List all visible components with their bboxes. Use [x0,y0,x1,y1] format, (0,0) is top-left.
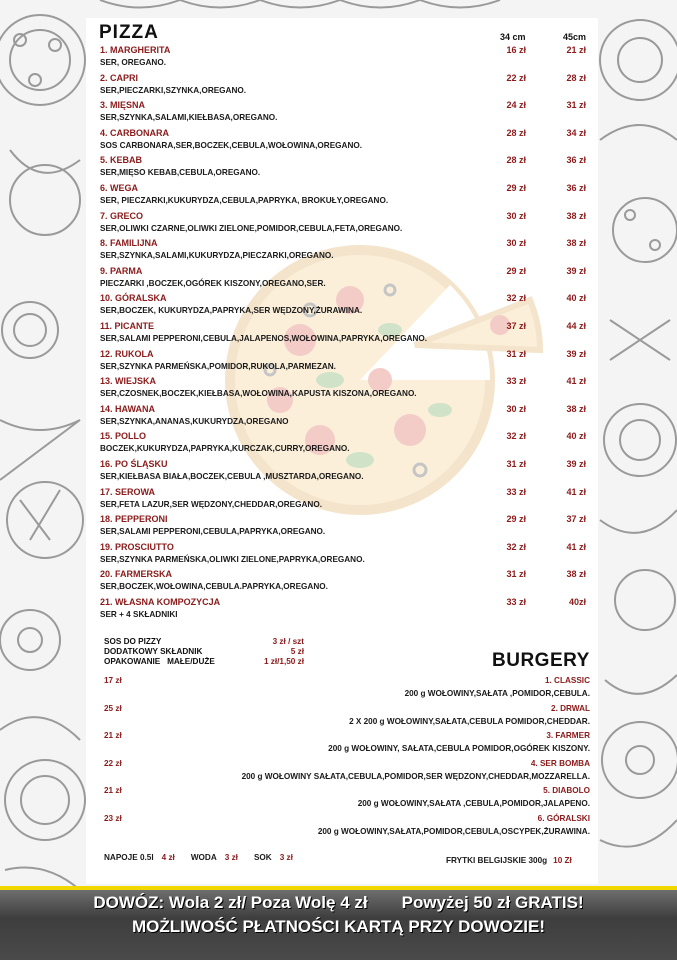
pizza-ingredients: SER,SALAMI PEPPERONI,CEBULA,JALAPENOS,WOŁOWINA,PAPRYKA,OREGANO. [100,333,428,343]
pizza-price-45: 39 zł [566,458,586,469]
pizza-price-45: 40zł [568,596,586,607]
burger-description: 200 g WOŁOWINY,SAŁATA ,CEBULA,POMIDOR,JALAPENO. [357,799,590,808]
pizza-ingredients: BOCZEK,KUKURYDZA,PAPRYKA,KURCZAK,CURRY,OREGANO. [100,444,350,454]
pizza-ingredients: SER, OREGANO. [100,58,166,67]
pizza-item [100,569,590,597]
pizza-price-45: 41 zł [566,376,586,387]
pizza-item [100,155,590,183]
extra-label: DODATKOWY SKŁADNIK [104,647,203,656]
pizza-ingredients: SER,SZYNKA PARMEŃSKA,POMIDOR,RUKOLA,PARMEZAN. [100,361,336,371]
pizza-item [100,45,590,73]
pizza-price-34: 28 zł [506,155,526,166]
pizza-name: 9. PARMA [100,265,143,276]
pizza-item [100,349,590,377]
pizza-name: 14. HAWANA [100,403,156,414]
burger-price: 23 zł [104,813,122,823]
burger-name: 2. DRWAL [551,703,590,713]
pizza-name: 6. WEGA [100,182,139,193]
pizza-item [100,73,590,101]
pizza-name: 15. POLLO [100,431,147,442]
extra-label: OPAKOWANIE MAŁE/DUŻE [104,657,215,666]
sok-label: SOK [253,853,272,862]
pizza-ingredients: SER,SZYNKA,SALAMI,KUKURYDZA,PIECZARKI,OREGANO. [100,251,334,261]
burger-price: 17 zł [104,676,122,685]
extra-price: 3 zł / szt [272,637,304,646]
pizza-name: 21. WŁASNA KOMPOZYCJA [100,596,221,607]
fries-price: 10 Zł [553,856,572,865]
burger-description: 200 g WOŁOWINY SAŁATA,CEBULA,POMIDOR,SER WĘDZONY,CHEDDAR,MOZZARELLA. [241,771,590,781]
pizza-item [100,266,590,294]
pizza-item [100,321,590,349]
burger-item [104,784,590,812]
pizza-price-45: 39 zł [566,348,586,359]
pizza-ingredients: SER, PIECZARKI,KUKURYDZA,CEBULA,PAPRYKA, BROKUŁY,OREGANO. [100,195,389,205]
pizza-price-34: 32 zł [506,431,526,442]
pizza-name: 1. MARGHERITA [100,45,171,55]
extra-price: 1 zł/1,50 zł [263,657,304,666]
pizza-item [100,238,590,266]
pizza-name: 19. PROSCIUTTO [100,541,174,552]
pizza-price-34: 37 zł [506,320,526,331]
pizza-ingredients: SER,PIECZARKI,SZYNKA,OREGANO. [100,85,247,95]
pizza-price-34: 32 zł [506,293,526,304]
napoje-price: 4 zł [161,853,175,862]
pizza-item [100,487,590,515]
burger-name: 6. GÓRALSKI [537,813,590,823]
pizza-price-34: 33 zł [506,486,526,497]
pizza-item [100,431,590,459]
pizza-price-34: 31 zł [506,348,526,359]
pizza-price-45: 40 zł [566,293,586,304]
pizza-name: 12. RUKOLA [100,348,154,359]
burger-section-title: BURGERY [492,650,590,671]
burger-item [104,702,590,730]
pizza-item [100,211,590,239]
pizza-price-45: 38 zł [566,238,586,249]
pizza-ingredients: SER,SZYNKA PARMEŃSKA,OLIWKI ZIELONE,PAPRYKA,OREGANO. [100,554,365,564]
pizza-item [100,376,590,404]
pizza-item [100,597,590,625]
pizza-price-45: 36 zł [566,155,586,166]
pizza-price-45: 34 zł [566,127,586,138]
pizza-name: 4. CARBONARA [100,127,170,138]
pizza-price-45: 21 zł [566,45,586,55]
pizza-name: 18. PEPPERONI [100,514,168,525]
pizza-name: 5. KEBAB [100,155,143,166]
pizza-price-45: 40 zł [566,431,586,442]
burger-name: 1. CLASSIC [544,676,590,685]
pizza-price-34: 29 zł [506,265,526,276]
pizza-ingredients: SER,MIĘSO KEBAB,CEBULA,OREGANO. [100,168,261,178]
pizza-ingredients: SER,BOCZEK,WOŁOWINA,CEBULA.PAPRYKA,OREGANO. [100,582,328,592]
extras-list [104,637,304,667]
card-payment-text: MOŻLIWOŚĆ PŁATNOŚCI KARTĄ PRZY DOWOZIE! [131,917,545,936]
pizza-name: 8. FAMILIJNA [100,238,158,249]
burger-price: 21 zł [104,731,122,740]
pizza-price-34: 32 zł [506,541,526,552]
pizza-ingredients: SER,KIEŁBASA BIAŁA,BOCZEK,CEBULA ,MUSZTARDA,OREGANO. [100,471,364,481]
extra-item [104,637,304,647]
pizza-item [100,100,590,128]
pizza-list [100,45,590,624]
pizza-price-45: 28 zł [566,72,586,83]
pizza-price-34: 30 zł [506,238,526,249]
pizza-price-34: 28 zł [506,127,526,138]
burger-description: 2 X 200 g WOŁOWINY,SAŁATA,CEBULA POMIDOR,CHEDDAR. [349,716,590,726]
pizza-ingredients: SER,OLIWKI CZARNE,OLIWKI ZIELONE,POMIDOR,CEBULA,FETA,OREGANO. [100,223,403,233]
burger-price: 21 zł [104,786,122,795]
pizza-name: 16. PO ŚLĄSKU [100,458,168,469]
burger-name: 5. DIABOLO [543,786,590,795]
extra-price: 5 zł [290,647,304,656]
pizza-price-45: 38 zł [566,210,586,221]
pizza-price-45: 39 zł [566,265,586,276]
pizza-price-34: 16 zł [506,45,526,55]
pizza-price-45: 41 zł [566,541,586,552]
burger-price: 22 zł [104,758,122,768]
pizza-section-title: PIZZA [99,22,159,43]
fries-row [446,856,572,865]
delivery-info [0,893,677,913]
burger-list [104,674,590,839]
pizza-ingredients: SER,CZOSNEK,BOCZEK,KIEŁBASA,WOŁOWINA,KAPUSTA KISZONA,OREGANO. [100,389,417,399]
pizza-price-45: 36 zł [566,182,586,193]
pizza-price-34: 30 zł [506,403,526,414]
pizza-ingredients: PIECZARKI ,BOCZEK,OGÓREK KISZONY,OREGANO,SER. [100,278,326,288]
pizza-price-34: 29 zł [506,514,526,525]
sok-price: 3 zł [279,853,293,862]
pizza-price-45: 31 zł [566,100,586,111]
pizza-ingredients: SER,FETA LAZUR,SER WĘDZONY,CHEDDAR,OREGANO. [100,499,322,509]
pizza-item [100,514,590,542]
fries-label: FRYTKI BELGIJSKIE 300g [446,856,548,865]
burger-item [104,757,590,785]
size-large-header: 45cm [563,32,587,42]
pizza-name: 11. PICANTE [100,320,155,331]
delivery-price-text: DOWÓZ: Wola 2 zł/ Poza Wolę 4 zł [93,893,368,912]
pizza-item [100,128,590,156]
pizza-item [100,459,590,487]
woda-price: 3 zł [224,853,238,862]
burger-name: 3. FARMER [546,731,590,740]
extra-item [104,657,304,667]
pizza-price-45: 41 zł [566,486,586,497]
free-delivery-text: Powyżej 50 zł GRATIS! [401,893,584,912]
pizza-price-34: 24 zł [506,100,526,111]
pizza-ingredients: SER + 4 SKŁADNIKI [100,609,178,619]
pizza-item [100,404,590,432]
woda-label: WODA [190,853,217,862]
extra-item [104,647,304,657]
pizza-price-34: 33 zł [506,596,526,607]
pizza-name: 10. GÓRALSKA [100,293,167,304]
pizza-price-34: 29 zł [506,182,526,193]
burger-description: 200 g WOŁOWINY,SAŁATA ,POMIDOR,CEBULA. [404,689,590,698]
pizza-name: 20. FARMERSKA [100,569,173,580]
pizza-price-34: 22 zł [506,72,526,83]
pizza-name: 3. MIĘSNA [100,100,146,111]
napoje-label: NAPOJE 0.5l [104,853,154,862]
burger-name: 4. SER BOMBA [530,758,590,768]
pizza-ingredients: SER,SZYNKA,SALAMI,KIEŁBASA,OREGANO. [100,113,278,123]
pizza-price-45: 38 zł [566,569,586,580]
pizza-ingredients: SER,SZYNKA,ANANAS,KUKURYDZA,OREGANO [100,416,289,426]
pizza-item [100,183,590,211]
pizza-name: 17. SEROWA [100,486,156,497]
pizza-price-45: 44 zł [566,320,586,331]
pizza-price-45: 38 zł [566,403,586,414]
pizza-ingredients: SOS CARBONARA,SER,BOCZEK,CEBULA,WOŁOWINA,OREGANO. [100,140,362,150]
pizza-price-34: 31 zł [506,569,526,580]
burger-price: 25 zł [104,703,122,713]
burger-item [104,812,590,840]
pizza-ingredients: SER,SALAMI PEPPERONI,CEBULA,PAPRYKA,OREGANO. [100,527,326,537]
size-small-header: 34 cm [500,32,526,42]
pizza-name: 13. WIEJSKA [100,376,157,387]
pizza-name: 7. GRECO [100,210,144,221]
burger-item [104,674,590,702]
burger-item [104,729,590,757]
pizza-price-34: 33 zł [506,376,526,387]
burger-description: 200 g WOŁOWINY,SAŁATA,POMIDOR,CEBULA,OSCYPEK,ŻURAWINA. [317,826,590,836]
pizza-name: 2. CAPRI [100,72,139,83]
pizza-item [100,542,590,570]
drinks-row [104,853,309,862]
pizza-ingredients: SER,BOCZEK, KUKURYDZA,PAPRYKA,SER WĘDZONY,ŻURAWINA. [100,306,363,316]
pizza-price-34: 31 zł [506,458,526,469]
extra-label: SOS DO PIZZY [104,637,162,646]
pizza-item [100,293,590,321]
pizza-price-34: 30 zł [506,210,526,221]
burger-description: 200 g WOŁOWINY, SAŁATA,CEBULA POMIDOR,OGÓREK KISZONY. [328,744,590,753]
pizza-price-45: 37 zł [566,514,586,525]
